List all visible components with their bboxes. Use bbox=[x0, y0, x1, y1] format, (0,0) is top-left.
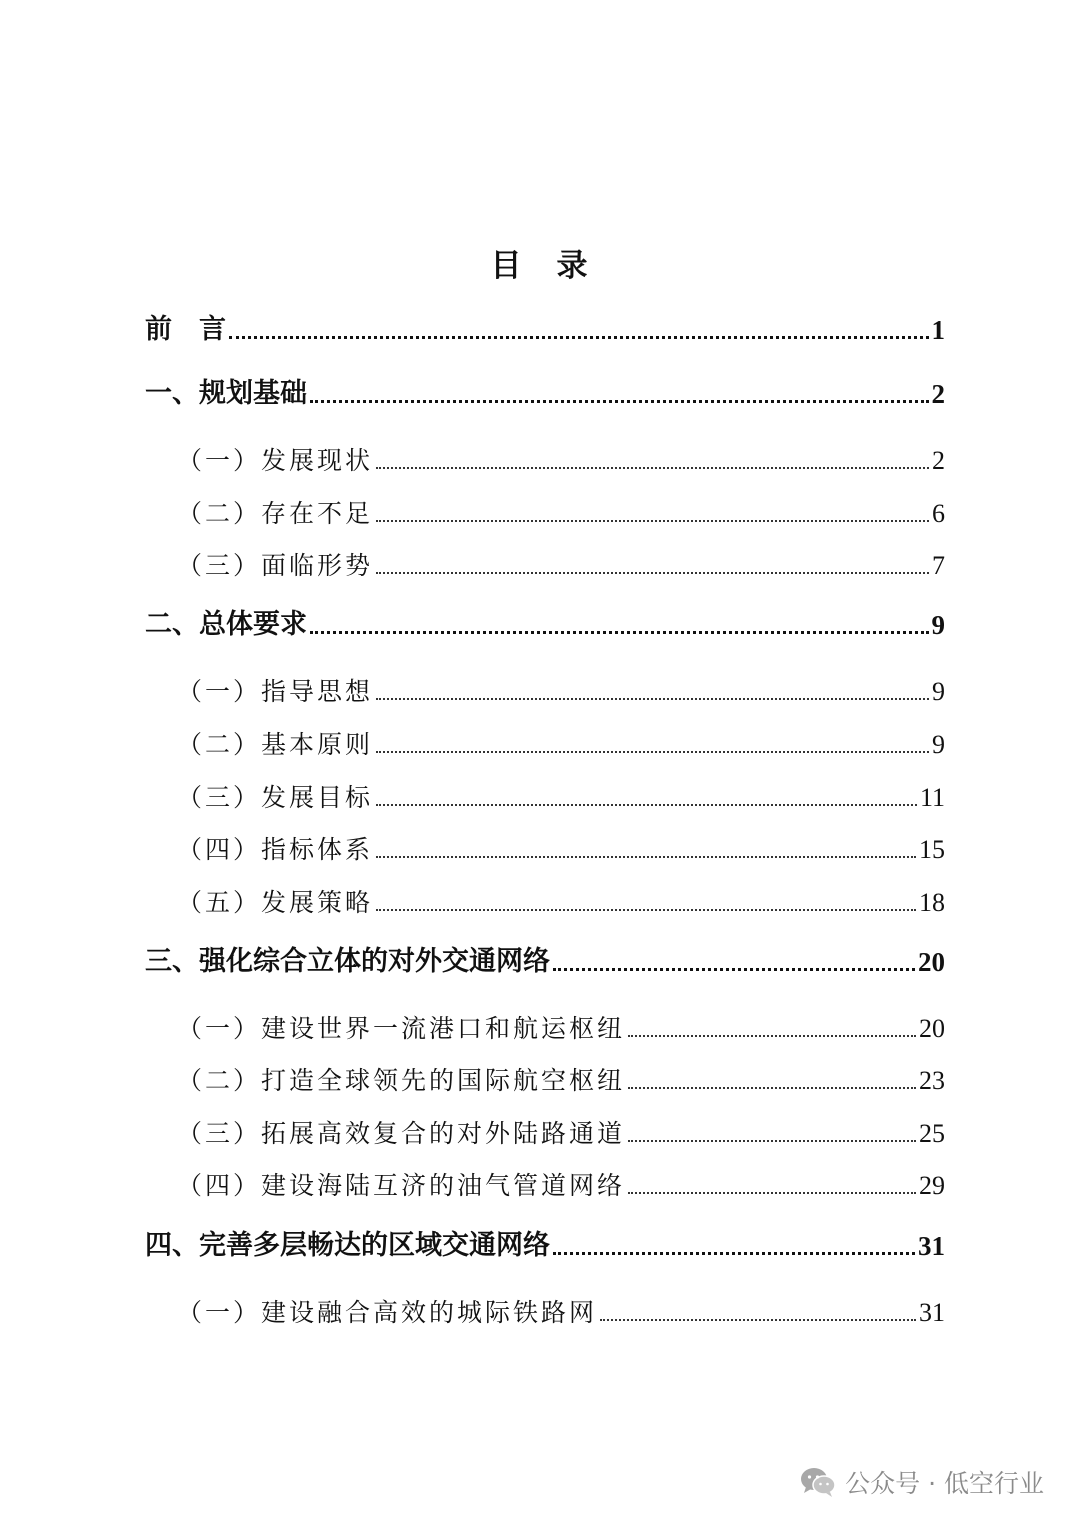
toc-leader-dots bbox=[376, 572, 929, 574]
toc-entry-label: 二、总体要求 bbox=[145, 609, 307, 640]
toc-entry-label: （一）指导思想 bbox=[177, 677, 374, 706]
toc-leader-dots bbox=[376, 856, 916, 858]
toc-entry-label: （一）建设融合高效的城际铁路网 bbox=[177, 1298, 598, 1327]
toc-entry-label: （四）指标体系 bbox=[177, 835, 374, 864]
toc-title: 目 录 bbox=[490, 248, 590, 284]
toc-leader-dots bbox=[553, 1252, 915, 1255]
toc-leader-dots bbox=[628, 1140, 916, 1142]
toc-entry-page: 15 bbox=[919, 835, 945, 864]
toc-entry-label: （五）发展策略 bbox=[177, 888, 374, 917]
toc-entry-label: （二）基本原则 bbox=[177, 730, 374, 759]
toc-entry-label: （一）建设世界一流港口和航运枢纽 bbox=[177, 1014, 626, 1043]
toc-leader-dots bbox=[376, 751, 929, 753]
toc-entry-label: （二）打造全球领先的国际航空枢纽 bbox=[177, 1066, 626, 1095]
toc-leader-dots bbox=[229, 336, 929, 339]
toc-entry-section-2[interactable] bbox=[145, 607, 945, 643]
toc-entry-3-2[interactable] bbox=[177, 1062, 945, 1098]
toc-leader-dots bbox=[376, 909, 916, 911]
toc-entry-section-3[interactable] bbox=[145, 944, 945, 980]
toc-entry-page: 2 bbox=[932, 446, 945, 475]
toc-entry-foreword[interactable] bbox=[145, 312, 945, 348]
toc-leader-dots bbox=[376, 698, 929, 700]
toc-entry-page: 31 bbox=[919, 1298, 945, 1327]
toc-entry-page: 29 bbox=[919, 1171, 945, 1200]
toc-entry-2-1[interactable] bbox=[177, 673, 945, 709]
toc-entry-page: 25 bbox=[919, 1119, 945, 1148]
toc-entry-label: 前 言 bbox=[145, 314, 226, 345]
toc-entry-page: 23 bbox=[919, 1066, 945, 1095]
toc-entry-2-2[interactable] bbox=[177, 726, 945, 762]
toc-entry-page: 18 bbox=[919, 888, 945, 917]
toc-leader-dots bbox=[628, 1192, 916, 1194]
toc-entry-4-1[interactable] bbox=[177, 1294, 945, 1330]
toc-entry-label: （四）建设海陆互济的油气管道网络 bbox=[177, 1171, 626, 1200]
toc-entry-page: 7 bbox=[932, 551, 945, 580]
toc-leader-dots bbox=[628, 1087, 916, 1089]
toc-entry-2-3[interactable] bbox=[177, 779, 945, 815]
toc-entry-page: 9 bbox=[932, 677, 945, 706]
toc-entry-page: 20 bbox=[919, 1014, 945, 1043]
toc-leader-dots bbox=[310, 400, 929, 403]
toc-entry-2-5[interactable] bbox=[177, 884, 945, 920]
toc-entry-3-1[interactable] bbox=[177, 1010, 945, 1046]
toc-entry-page: 1 bbox=[931, 315, 945, 345]
toc-entry-section-4[interactable] bbox=[145, 1228, 945, 1264]
toc-entry-label: （一）发展现状 bbox=[177, 446, 374, 475]
toc-entry-page: 9 bbox=[932, 730, 945, 759]
toc-entry-page: 2 bbox=[931, 379, 945, 409]
toc-entry-page: 11 bbox=[919, 783, 945, 812]
toc-entry-page: 20 bbox=[918, 947, 945, 977]
toc-leader-dots bbox=[376, 467, 929, 469]
toc-entry-page: 31 bbox=[918, 1231, 945, 1261]
toc-entry-3-3[interactable] bbox=[177, 1115, 945, 1151]
toc-entry-1-1[interactable] bbox=[177, 442, 945, 478]
toc-entry-label: 三、强化综合立体的对外交通网络 bbox=[145, 946, 550, 977]
toc-entry-section-1[interactable] bbox=[145, 376, 945, 412]
watermark-text: 公众号 · 低空行业 bbox=[845, 1469, 1044, 1498]
toc-leader-dots bbox=[376, 804, 917, 806]
toc-entry-3-4[interactable] bbox=[177, 1167, 945, 1203]
toc-entry-2-4[interactable] bbox=[177, 831, 945, 867]
toc-leader-dots bbox=[553, 968, 915, 971]
toc-entry-label: （三）发展目标 bbox=[177, 783, 374, 812]
toc-entry-page: 6 bbox=[932, 499, 945, 528]
toc-leader-dots bbox=[376, 520, 929, 522]
toc-leader-dots bbox=[310, 631, 929, 634]
wechat-icon bbox=[799, 1466, 837, 1498]
wechat-watermark bbox=[799, 1464, 1044, 1500]
toc-entry-label: （二）存在不足 bbox=[177, 499, 374, 528]
toc-entry-1-2[interactable] bbox=[177, 495, 945, 531]
toc-entry-label: 四、完善多层畅达的区域交通网络 bbox=[145, 1230, 550, 1261]
toc-entry-label: （三）面临形势 bbox=[177, 551, 374, 580]
toc-leader-dots bbox=[600, 1319, 916, 1321]
toc-entry-label: 一、规划基础 bbox=[145, 378, 307, 409]
toc-leader-dots bbox=[628, 1035, 916, 1037]
toc-entry-label: （三）拓展高效复合的对外陆路通道 bbox=[177, 1119, 626, 1148]
toc-entry-page: 9 bbox=[931, 610, 945, 640]
toc-entry-1-3[interactable] bbox=[177, 547, 945, 583]
